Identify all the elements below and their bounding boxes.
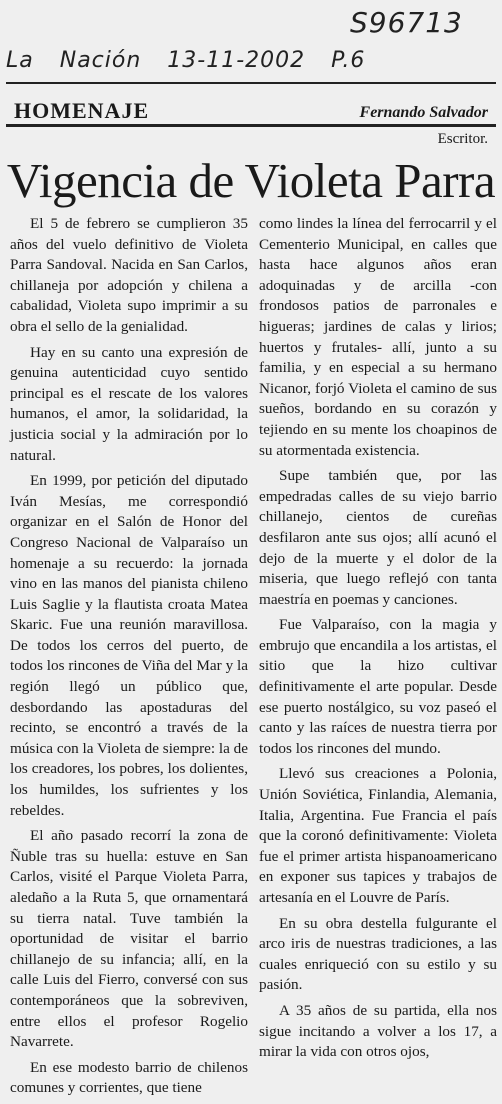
page-number: P.6 [331,48,366,73]
issue-date: 13-11-2002 [167,48,306,73]
paragraph: En 1999, por petición del diputado Iván Mesías, me correspondió organizar en el Salón de Honor del Congreso Nacional de Valparaíso un homenaje a su recuerdo: la jornada vino en las manos del pianista chileno Luis Saglie y la flautista croata Matea Skaric. Fue una reunión maravillosa. De todos los cerros del puerto, de todos los rincones de Viña del Mar y la región llegó un público que, desbordando las apostaduras del recinto, se encontró a través de la música con la Violeta de siempre: la de los creadores, los pobres, los dolientes, los humildes, los sufrientes y los rebeldes. [10,472,248,819]
paragraph: El año pasado recorrí la zona de Ñuble tras su huella: estuve en San Carlos, visité el Parque Violeta Parra, aledaño a la Ruta 5, que ornamentará su tierra natal. Tuve también la oportunidad de visitar el barrio chillanejo de su infancia; allí, en la calle Luis del Fierro, conversé con sus contemporáneos que la sobreviven, entre ellos el profesor Rogelio Navarrete. [10,827,248,1051]
newspaper-name: La Nación [6,48,142,73]
paragraph: como lindes la línea del ferrocarril y el Cementerio Municipal, en calles que hasta hace algunos años eran adoquinadas y de arcilla -con frondosos patios de parronales e higueras; jardines de calas y lirios; huertos y frutales- allí, junto a su familia, y en especial a su hermano Nicanor, forjó Violeta el camino de sus sueños, bordando en su corazón y tejiendo en su mente los choapinos de su atormentada existencia. [259,215,497,459]
paragraph: Llevó sus creaciones a Polonia, Unión Soviética, Finlandia, Alemania, Italia, Argentina. Fue Francia el país que la coronó definitivamente: Violeta fue el primer artista hispanoamericano en exponer sus tapices y trabajos de artesanía en el Louvre de París. [259,765,497,906]
article-column-left [10,214,248,1104]
top-rule [6,82,496,84]
paragraph: A 35 años de su partida, ella nos sigue incitando a volver a los 17, a mirar la vida con otros ojos, [259,1001,497,1061]
paragraph: Supe también que, por las empedradas calles de su viejo barrio chillanejo, cientos de cureñas desfilaron ante sus ojos; allí acunó el dejo de la muerte y el dolor de la miseria, que luego reflejó con tanta maestría en poemas y canciones. [259,467,497,608]
article-title: Vigencia de Violeta Parra [6,153,496,208]
paragraph: En ese modesto barrio de chilenos comunes y corrientes, que tiene [10,1058,248,1097]
source-annotation [6,48,365,73]
paragraph: En su obra destella fulgurante el arco iris de nuestras tradiciones, a las cuales enriqueció con su estilo y su pasión. [259,914,497,994]
author-role: Escritor. [437,131,488,147]
article-column-right [259,214,497,1068]
author-name: Fernando Salvador [359,104,488,121]
paragraph: Hay en su canto una expresión de genuina autenticidad cuyo sentido principal es el rescate de los valores humanos, el amor, la solidaridad, la justicia social y la admiración por lo natural. [10,343,248,464]
paragraph: El 5 de febrero se cumplieron 35 años del vuelo definitivo de Violeta Parra Sandoval. Nacida en San Carlos, chillaneja por adopción y chilena a cabalidad, Violeta supo imprimir a su obra el sello de la genialidad. [10,215,248,335]
section-heading: HOMENAJE [14,98,150,123]
archive-id-handwritten: S96713 [350,6,463,39]
section-rule [6,124,496,127]
paragraph: Fue Valparaíso, con la magia y embrujo que encandila a los artistas, el sitio que la hizo cultivar definitivamente el arte popular. Desde ese puerto nostálgico, su voz paseó el canto y las raíces de nuestra tierra por todos los rincones del mundo. [259,616,497,757]
